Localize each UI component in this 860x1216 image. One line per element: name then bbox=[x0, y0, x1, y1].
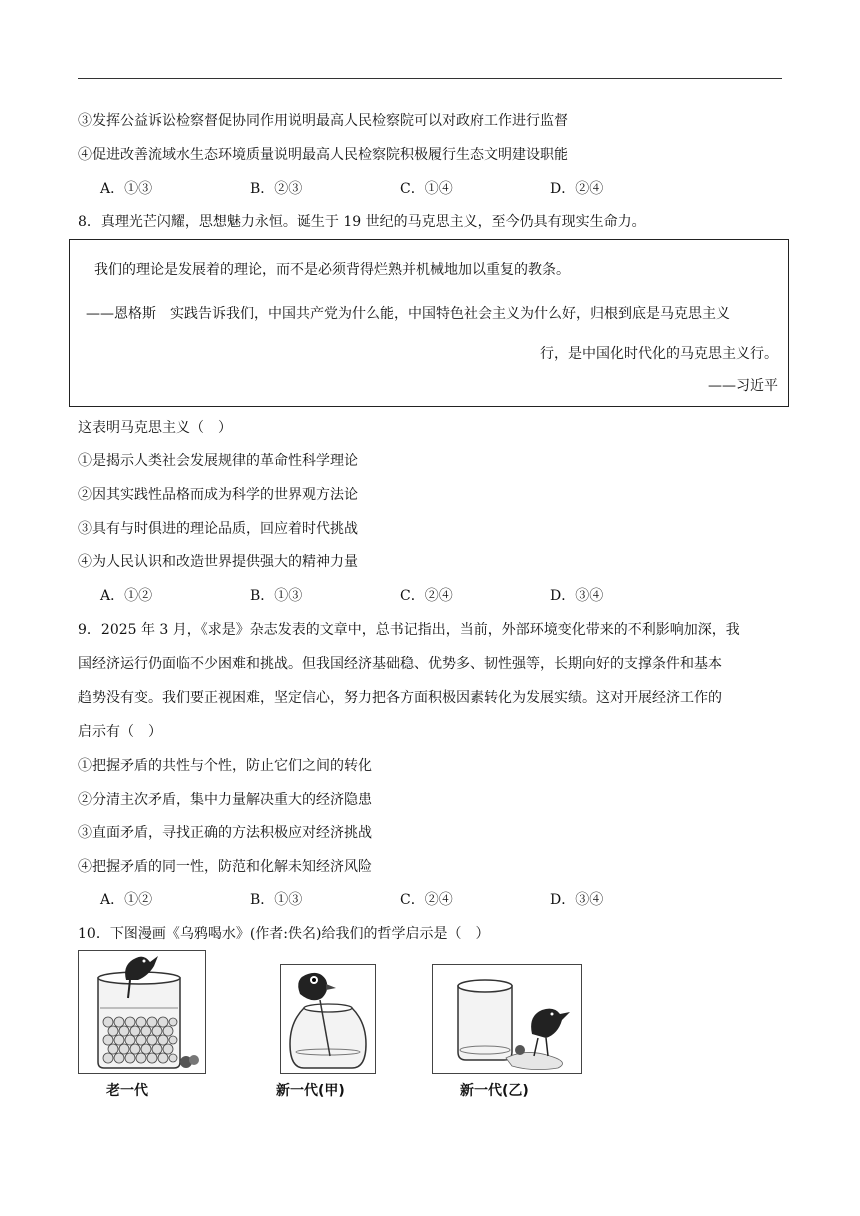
q8-item-2: ②因其实践性品格而成为科学的世界观方法论 bbox=[78, 487, 358, 503]
q8-quote-author: ——习近平 bbox=[708, 378, 778, 394]
q9-option-a: A．①② bbox=[100, 892, 153, 908]
q9-option-b: B．①③ bbox=[250, 892, 303, 908]
q9-option-d: D．③④ bbox=[550, 892, 604, 908]
q8-quote-xi-line1: ——恩格斯 实践告诉我们，中国共产党为什么能，中国特色社会主义为什么好，归根到底是马克思主义 bbox=[86, 306, 730, 322]
q7-option-d: D．②④ bbox=[550, 181, 604, 197]
comic-panel-new-generation-b bbox=[432, 964, 582, 1074]
q8-item-3: ③具有与时俱进的理论品质，回应着时代挑战 bbox=[78, 521, 358, 537]
q8-options bbox=[100, 586, 700, 606]
q9-item-4: ④把握矛盾的同一性，防范和化解未知经济风险 bbox=[78, 859, 372, 875]
q8-option-d: D．③④ bbox=[550, 588, 604, 604]
q9-item-2: ②分清主次矛盾，集中力量解决重大的经济隐患 bbox=[78, 792, 372, 808]
comic-caption-new-a: 新一代(甲) bbox=[276, 1083, 345, 1099]
q9-options bbox=[100, 890, 700, 910]
q8-option-a: A．①② bbox=[100, 588, 153, 604]
q7-option-b: B．②③ bbox=[250, 181, 303, 197]
q9-stem-line2: 国经济运行仍面临不少困难和挑战。但我国经济基础稳、优势多、韧性强等，长期向好的支撑条件和基本 bbox=[78, 656, 722, 672]
q7-item-3: ③发挥公益诉讼检察督促协同作用说明最高人民检察院可以对政府工作进行监督 bbox=[78, 113, 568, 129]
q7-option-c: C．①④ bbox=[400, 181, 453, 197]
q9-stem-line4: 启示有（ ） bbox=[78, 724, 162, 740]
q8-quote-xi-line2: 行，是中国化时代化的马克思主义行。 bbox=[540, 346, 778, 362]
q8-quote-engels: 我们的理论是发展着的理论，而不是必须背得烂熟并机械地加以重复的教条。 bbox=[94, 262, 570, 278]
q9-item-1: ①把握矛盾的共性与个性，防止它们之间的转化 bbox=[78, 758, 372, 774]
q7-option-a: A．①③ bbox=[100, 181, 153, 197]
q8-option-c: C．②④ bbox=[400, 588, 453, 604]
q8-ask: 这表明马克思主义（ ） bbox=[78, 420, 232, 436]
q9-item-3: ③直面矛盾，寻找正确的方法积极应对经济挑战 bbox=[78, 825, 372, 841]
q8-item-4: ④为人民认识和改造世界提供强大的精神力量 bbox=[78, 554, 358, 570]
comic-caption-old: 老一代 bbox=[106, 1083, 148, 1099]
q7-item-4: ④促进改善流域水生态环境质量说明最高人民检察院积极履行生态文明建设职能 bbox=[78, 147, 568, 163]
q10-stem: 10．下图漫画《乌鸦喝水》(作者:佚名)给我们的哲学启示是（ ） bbox=[78, 926, 490, 942]
comic-panel-old-generation bbox=[78, 950, 206, 1074]
comic-caption-new-b: 新一代(乙) bbox=[460, 1083, 529, 1099]
comic-panel-new-generation-a bbox=[280, 964, 376, 1074]
q8-quote-box bbox=[69, 239, 789, 407]
q8-stem: 8．真理光芒闪耀，思想魅力永恒。诞生于 19 世纪的马克思主义，至今仍具有现实生命力。 bbox=[78, 214, 646, 230]
q8-item-1: ①是揭示人类社会发展规律的革命性科学理论 bbox=[78, 453, 358, 469]
header-rule bbox=[78, 78, 782, 79]
q9-option-c: C．②④ bbox=[400, 892, 453, 908]
q7-options bbox=[100, 179, 700, 199]
q9-stem-line1: 9．2025 年 3 月，《求是》杂志发表的文章中，总书记指出，当前，外部环境变化带来的不利影响加深，我 bbox=[78, 622, 740, 638]
q9-stem-line3: 趋势没有变。我们要正视困难，坚定信心，努力把各方面积极因素转化为发展实绩。这对开展经济工作的 bbox=[78, 690, 722, 706]
q8-option-b: B．①③ bbox=[250, 588, 303, 604]
